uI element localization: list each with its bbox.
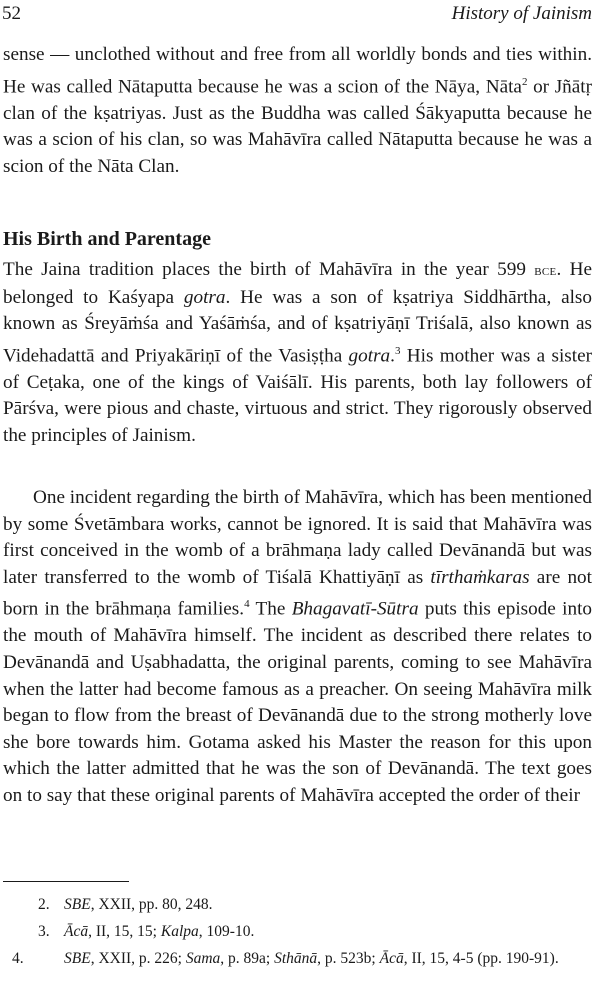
p2-bce: bce — [534, 263, 557, 279]
fn4-d: , p. 89a; — [220, 950, 275, 967]
footnote-number: 3. — [38, 923, 50, 940]
page-header — [2, 2, 592, 30]
fn2-b: , XXII, pp. 80, 248. — [90, 896, 213, 913]
fn2-a: SBE — [64, 896, 91, 913]
footnote-number: 2. — [38, 896, 50, 913]
p3-text-d: puts this episode into the mouth of Mahāvīra himself. The incident as described there relates to Devānandā and Uṣabhadatta, the original parents, coming to see Mahāvīra when the latter had become famous as a preacher. On seeing Mahāvīra milk began to flow from the breast of Devānandā due to the strong motherly love she bore towards him. Gotama asked his Master the reason for this upon which the latter admitted that he was the son of Devānandā. The text goes on to say that these original parents of Mahāvīra accepted the order of their — [3, 598, 592, 806]
fn3-b: , II, 15, 15; — [88, 923, 161, 940]
footnote-number: 4. — [12, 950, 24, 967]
fn3-d: , 109-10. — [198, 923, 255, 940]
p2-text-d: . — [390, 345, 395, 367]
running-title: History of Jainism — [451, 3, 592, 24]
fn4-b: , XXII, p. 226; — [90, 950, 186, 967]
fn3-c: Kalpa — [160, 923, 199, 940]
fn4-c: Sama — [185, 950, 221, 967]
fn4-e: Sthānā — [274, 950, 318, 967]
section-heading: His Birth and Parentage — [3, 228, 211, 250]
footnote-3 — [38, 920, 592, 943]
p3-bhagavati-sutra: Bhagavatī-Sūtra — [291, 598, 419, 620]
paragraph-1 — [3, 42, 592, 180]
footnote-rule — [3, 881, 129, 882]
footnote-ref-3: 3 — [394, 344, 401, 357]
p3-text-c: The — [249, 598, 292, 620]
p2-text-b: . He belonged to Kaśyapa — [3, 259, 592, 308]
footnote-ref-4: 4 — [244, 598, 250, 611]
p2-gotra-2: gotra — [348, 345, 391, 367]
page-number: 52 — [2, 3, 21, 24]
p2-gotra-1: gotra — [183, 286, 226, 308]
footnote-ref-2: 2 — [521, 75, 528, 88]
fn4-a: SBE — [64, 950, 91, 967]
p2-text-a: The Jaina tradition places the birth of Mahāvīra in the year 599 — [3, 259, 535, 280]
p1-text-a: sense — unclothed without and free from all worldly bonds and ties within. He was called Nātaputta because he was a scion of the Nāya, Nāta — [3, 44, 592, 97]
p2-text-e: His mother was a sister of Ceṭaka, one of the kings of Vaiśālī. His parents, both lay followers of Pārśva, were pious and chaste, virtuous and strict. They rigorously observed the principles of Jainism. — [3, 345, 592, 446]
fn4-g: Ācā — [379, 950, 404, 967]
p2-text-c: . He was a son of kṣatriya Siddhārtha, also known as Śreyāṁśa and Yaśāṁśa, and of kṣatriyāṇī Triśalā, also known as Videhadattā and Priyakāriṇī of the Vasiṣṭha — [3, 286, 592, 367]
fn4-h: , II, 15, 4-5 (pp. 190-91). — [403, 950, 559, 967]
p3-text-a: One incident regarding the birth of Mahāvīra, which has been mentioned by some Śvetāmbara works, cannot be ignored. It is said that Mahāvīra was first conceived in the womb of a brāhmaṇa lady called Devānandā but was later transferred to the womb of Tiśalā Khattiyāṇī as — [3, 487, 592, 588]
fn4-f: , p. 523b; — [317, 950, 380, 967]
p3-tirthankaras: tīrthaṁkaras — [430, 566, 530, 588]
footnote-4 — [12, 947, 592, 970]
footnote-2 — [38, 893, 592, 916]
p3-text-b: are not born in the brāhmaṇa families. — [3, 566, 592, 620]
paragraph-2 — [3, 257, 592, 450]
p1-text-b: or Jñātṛ clan of the kṣatriyas. Just as the Buddha was called Śākyaputta because he was a scion of his clan, so was Mahāvīra called Nātaputta because he was a scion of the Nāta Clan. — [3, 75, 593, 177]
paragraph-3 — [3, 485, 592, 810]
fn3-a: Ācā — [64, 923, 89, 940]
